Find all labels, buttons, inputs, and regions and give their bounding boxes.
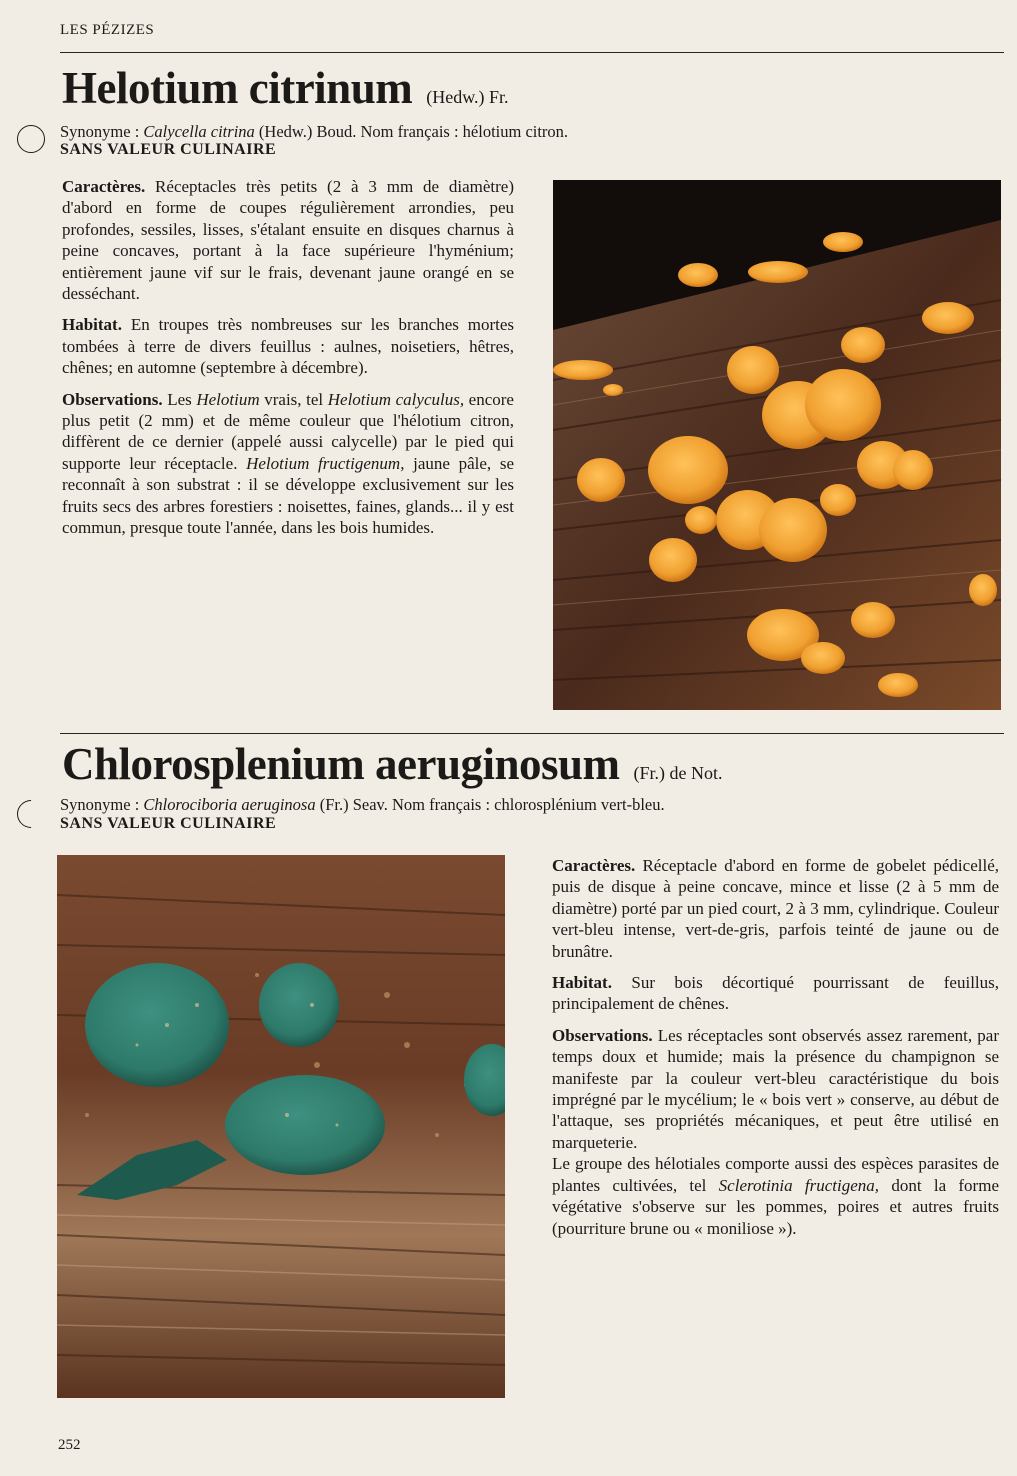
species-title (62, 62, 509, 123)
obs-text: jaune pâle, se reconnaît à son substrat : il se développe exclusivement sur les fruits secs des arbres forestiers : noisettes, faines, glands... il y est commun, presque toute l'année, dans les bois humides. (62, 453, 514, 538)
observations-paragraph (552, 1025, 999, 1153)
species-author: (Hedw.) Fr. (426, 87, 509, 107)
synonym-name: Chlorociboria aeruginosa (143, 795, 316, 814)
habitat-paragraph (62, 314, 514, 378)
running-head: LES PÉZIZES (60, 22, 155, 38)
caracteres-label: Caractères. (552, 856, 636, 875)
obs-italic: Helotium (196, 389, 260, 409)
helotium-photo (553, 180, 1001, 710)
species-description (62, 176, 514, 549)
header-rule (60, 52, 1004, 53)
edibility-marker-icon (11, 794, 51, 834)
obs-text: vrais, tel (259, 389, 328, 409)
habitat-label: Habitat. (552, 973, 612, 993)
caracteres-text: Réceptacle d'abord en forme de gobelet pédicellé, puis de disque à peine concave, mince et lisse (2 à 5 mm de diamètre) porté par un pied court, 2 à 3 mm, cylindrique. Couleur vert-bleu intense, vert-de-gris, parfois teinté de jaune ou de brunâtre. (552, 856, 999, 961)
caracteres-label: Caractères. (62, 177, 146, 196)
species-author: (Fr.) de Not. (633, 763, 723, 783)
synonym-author: (Hedw.) Boud. Nom français : hélotium citron. (254, 122, 569, 141)
obs-text: Les réceptacles sont observés assez rarement, par temps doux et humide; mais la présence du champignon se manifeste par la couleur vert-bleu caractéristique du bois imprégné par le mycélium; le « bois vert » conserve, au début de l'attaque, ses propriétés mécaniques, et peut être utilisé en marqueterie. (552, 1025, 999, 1152)
caracteres-paragraph (552, 855, 999, 962)
edibility-marker-icon (17, 125, 45, 153)
species-name: Helotium citrinum (62, 63, 413, 113)
obs-text: Le groupe des hélotiales comporte aussi des espèces parasites de plantes cultivées, tel (552, 1154, 999, 1195)
observations-paragraph (62, 389, 514, 539)
habitat-label: Habitat. (62, 315, 122, 335)
species-title (62, 738, 723, 799)
obs-italic: Helotium fructigenum, (246, 453, 405, 473)
synonym-name: Calycella citrina (143, 122, 255, 141)
chlorosplenium-photo (57, 855, 505, 1398)
synonym-line (60, 123, 568, 141)
culinary-value: SANS VALEUR CULINAIRE (60, 815, 277, 832)
obs-text: Les (162, 389, 197, 409)
synonym-line (60, 796, 665, 814)
obs-text: encore plus petit (2 mm) et de même couleur que l'hélotium citron, diffèrent de ce dernier (appelé aussi calycelle) par le pied qui supporte leur réceptacle. (62, 389, 514, 473)
obs-italic: Sclerotinia fructigena, (718, 1175, 880, 1195)
habitat-text: Sur bois décortiqué pourrissant de feuillus, principalement de chênes. (552, 973, 999, 1014)
species-description (552, 855, 999, 1249)
observations-label: Observations. (62, 389, 163, 409)
species-name: Chlorosplenium aeruginosum (62, 739, 620, 789)
obs-text: dont la forme végétative s'observe sur les pommes, poires et autres fruits (pourriture brune ou « moniliose »). (552, 1175, 999, 1238)
page-number: 252 (58, 1437, 81, 1453)
observations-label: Observations. (552, 1025, 653, 1045)
obs-italic: Helotium calyculus, (327, 389, 465, 409)
caracteres-paragraph (62, 176, 514, 304)
synonym-author: (Fr.) Seav. Nom français : chlorosplénium vert-bleu. (315, 795, 665, 814)
synonym-label: Synonyme : (60, 795, 140, 814)
synonym-label: Synonyme : (60, 122, 140, 141)
habitat-text: En troupes très nombreuses sur les branches mortes tombées à terre de divers feuillus : aulnes, noisetiers, hêtres, chênes; en automne (septembre à décembre). (62, 315, 514, 378)
habitat-paragraph (552, 972, 999, 1015)
caracteres-text: Réceptacles très petits (2 à 3 mm de diamètre) d'abord en forme de coupes régulièrement arrondies, peu profondes, sessiles, lisses, s'étalant ensuite en disques charnus à peine concaves, portant à la face supérieure l'hyménium; entièrement jaune vif sur le frais, devenant jaune orangé en se desséchant. (62, 177, 514, 304)
culinary-value: SANS VALEUR CULINAIRE (60, 141, 277, 158)
section-rule (60, 733, 1004, 734)
observations-paragraph-2 (552, 1153, 999, 1239)
